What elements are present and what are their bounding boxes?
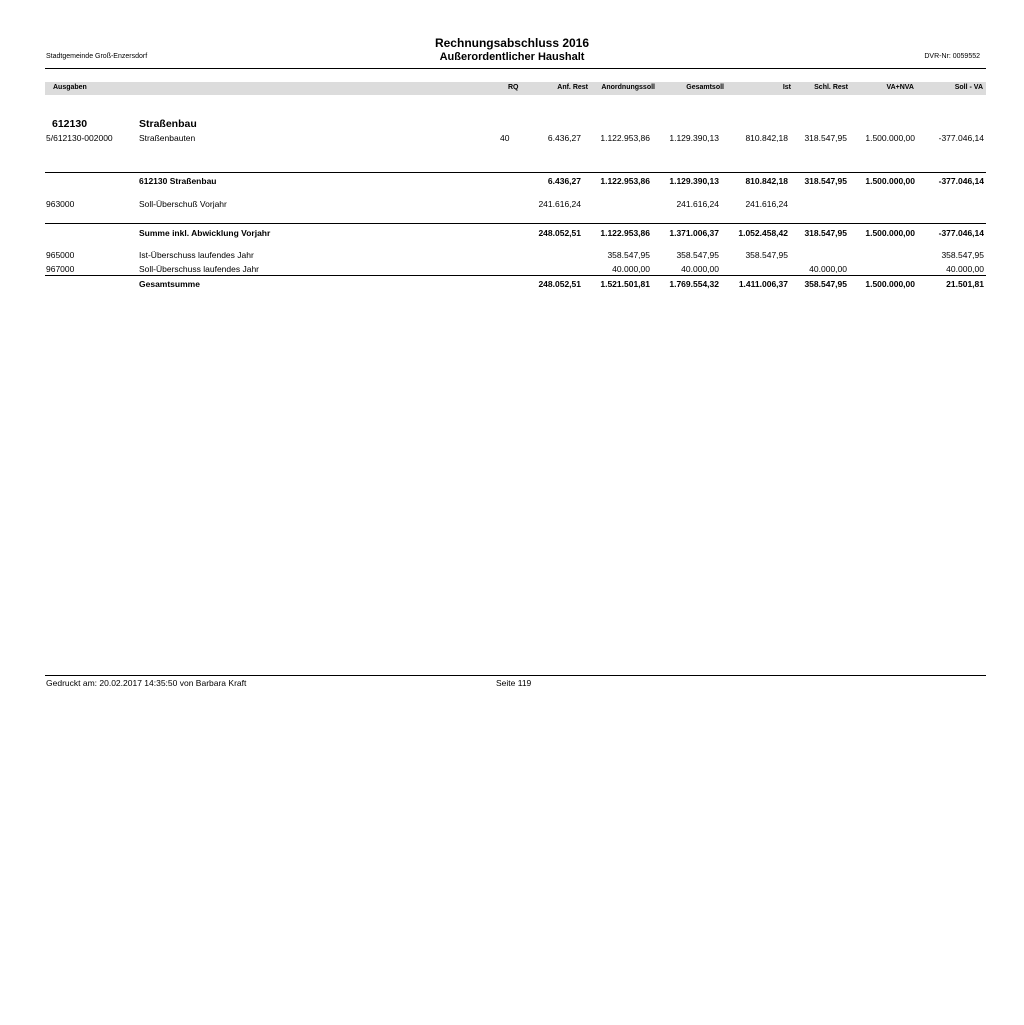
report-subtitle: Außerordentlicher Haushalt	[439, 51, 585, 63]
cell-gesamtsoll: 358.547,95	[676, 250, 719, 260]
row-text: Soll-Überschuß Vorjahr	[139, 199, 227, 209]
col-ist: Ist	[782, 84, 791, 91]
cell-anordnungssoll: 40.000,00	[612, 264, 650, 274]
row-code: 965000	[46, 250, 75, 260]
col-schl-rest: Schl. Rest	[814, 84, 848, 91]
report-title: Rechnungsabschluss 2016	[434, 36, 590, 50]
cell-va-nva: 1.500.000,00	[865, 133, 915, 143]
cell-anordnungssoll: 1.122.953,86	[600, 228, 650, 238]
cell-gesamtsoll: 1.769.554,32	[669, 279, 719, 289]
row-text: Summe inkl. Abwicklung Vorjahr	[139, 228, 271, 238]
cell-gesamtsoll: 1.129.390,13	[669, 133, 719, 143]
row-text: Gesamtsumme	[139, 279, 200, 289]
cell-soll-va: 21.501,81	[946, 279, 984, 289]
cell-schl-rest: 318.547,95	[804, 228, 847, 238]
row-text: Straßenbauten	[139, 133, 196, 143]
col-anf-rest: Anf. Rest	[557, 84, 588, 91]
cell-ist: 241.616,24	[745, 199, 788, 209]
cell-schl-rest: 40.000,00	[809, 264, 847, 274]
section-name: Straßenbau	[139, 118, 197, 130]
cell-ist: 1.411.006,37	[738, 279, 788, 289]
cell-ist: 810.842,18	[745, 133, 788, 143]
cell-ist: 358.547,95	[745, 250, 788, 260]
cell-soll-va: -377.046,14	[938, 133, 984, 143]
cell-anordnungssoll: 1.122.953,86	[600, 133, 650, 143]
col-ausgaben: Ausgaben	[53, 84, 87, 91]
cell-soll-va: -377.046,14	[938, 176, 984, 186]
col-anordnungssoll: Anordnungssoll	[601, 84, 655, 91]
cell-va-nva: 1.500.000,00	[865, 228, 915, 238]
divider	[45, 172, 986, 173]
cell-gesamtsoll: 40.000,00	[681, 264, 719, 274]
page-number: Seite 119	[496, 678, 532, 688]
cell-anordnungssoll: 358.547,95	[607, 250, 650, 260]
cell-anf-rest: 241.616,24	[538, 199, 581, 209]
row-text: 612130 Straßenbau	[139, 176, 217, 186]
cell-anordnungssoll: 1.122.953,86	[600, 176, 650, 186]
cell-anordnungssoll: 1.521.501,81	[600, 279, 650, 289]
cell-schl-rest: 318.547,95	[804, 176, 847, 186]
cell-gesamtsoll: 1.371.006,37	[669, 228, 719, 238]
row-text: Soll-Überschuss laufendes Jahr	[139, 264, 260, 274]
footer-divider	[45, 675, 986, 676]
col-rq: RQ	[508, 84, 519, 91]
divider	[45, 223, 986, 224]
dvr-number: DVR-Nr: 0059552	[924, 53, 980, 60]
row-code: 967000	[46, 264, 75, 274]
cell-va-nva: 1.500.000,00	[865, 279, 915, 289]
cell-anf-rest: 248.052,51	[538, 279, 581, 289]
cell-gesamtsoll: 241.616,24	[676, 199, 719, 209]
cell-va-nva: 1.500.000,00	[865, 176, 915, 186]
printed-info: Gedruckt am: 20.02.2017 14:35:50 von Barbara Kraft	[46, 678, 247, 688]
cell-anf-rest: 6.436,27	[547, 133, 581, 143]
column-header-bar	[45, 82, 986, 95]
col-soll-va: Soll - VA	[954, 84, 983, 91]
col-va-nva: VA+NVA	[886, 84, 914, 91]
cell-schl-rest: 358.547,95	[804, 279, 847, 289]
cell-anf-rest: 248.052,51	[538, 228, 581, 238]
row-code: 963000	[46, 199, 75, 209]
cell-schl-rest: 318.547,95	[804, 133, 847, 143]
row-rq: 40	[500, 133, 510, 143]
municipality-name: Stadtgemeinde Groß-Enzersdorf	[46, 53, 148, 60]
cell-ist: 810.842,18	[745, 176, 788, 186]
cell-soll-va: -377.046,14	[938, 228, 984, 238]
divider	[45, 275, 986, 276]
cell-anf-rest: 6.436,27	[547, 176, 581, 186]
row-text: Ist-Überschuss laufendes Jahr	[139, 250, 254, 260]
header-divider	[45, 68, 986, 69]
col-gesamtsoll: Gesamtsoll	[686, 84, 724, 91]
section-code: 612130	[52, 118, 88, 130]
row-code: 5/612130-002000	[46, 133, 113, 143]
cell-soll-va: 358.547,95	[941, 250, 984, 260]
cell-soll-va: 40.000,00	[946, 264, 984, 274]
cell-ist: 1.052.458,42	[738, 228, 788, 238]
cell-gesamtsoll: 1.129.390,13	[669, 176, 719, 186]
